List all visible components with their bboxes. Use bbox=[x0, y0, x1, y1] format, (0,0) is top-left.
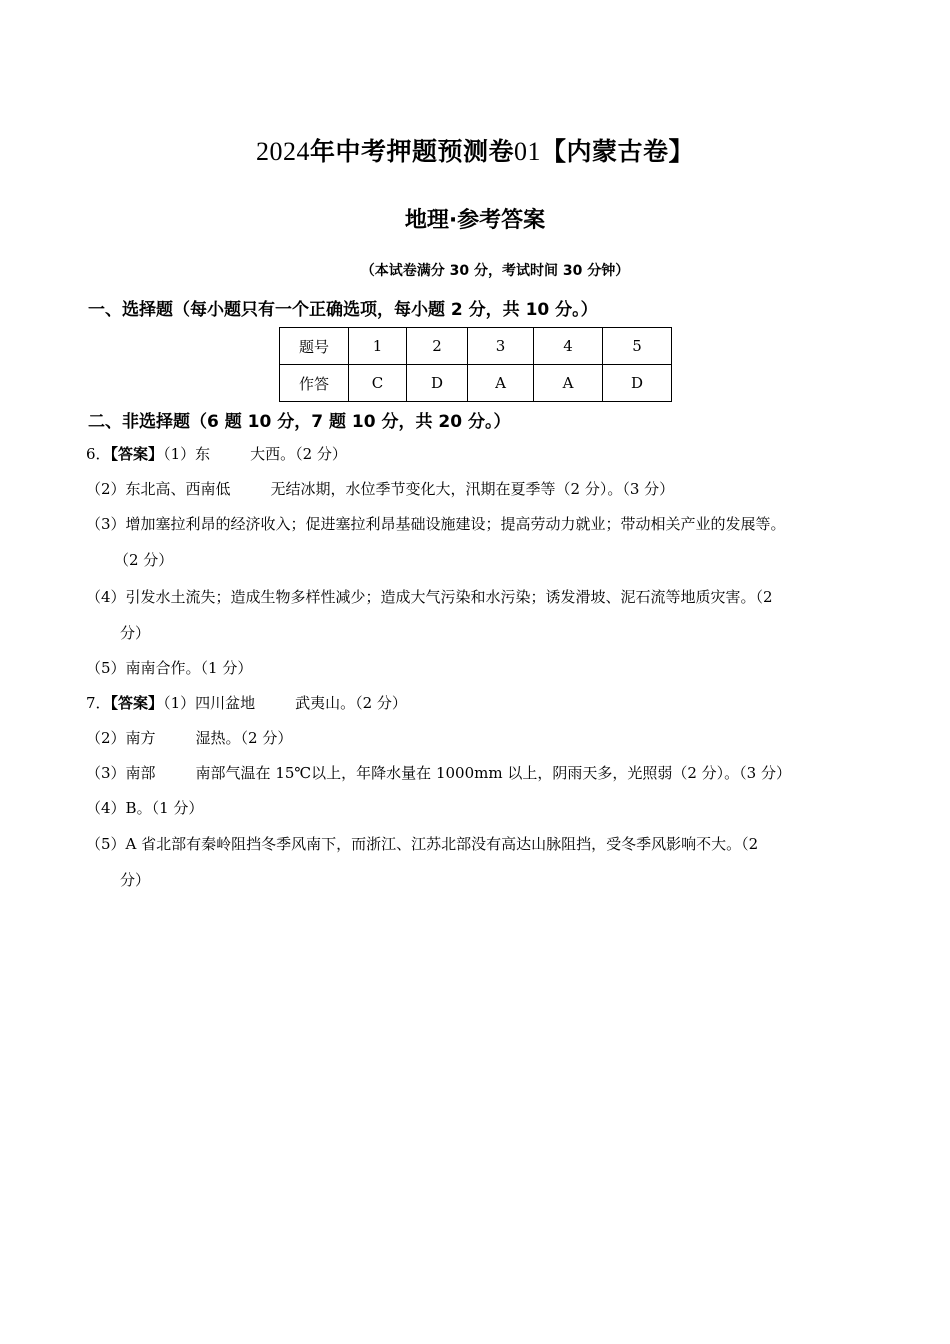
q6-line-3b: （2 分） bbox=[114, 551, 174, 569]
q7-line-3 bbox=[86, 762, 791, 784]
page-title bbox=[0, 132, 950, 168]
q6-line-4: （4）引发水土流失；造成生物多样性减少；造成大气污染和水污染；诱发滑坡、泥石流等地质灾害。（2 bbox=[86, 588, 773, 606]
table-cell: 5 bbox=[603, 328, 672, 365]
answer-table bbox=[279, 327, 672, 402]
q7-p1-b: 武夷山。（2 分） bbox=[295, 694, 407, 712]
q7-p2-b: 湿热。（2 分） bbox=[195, 729, 293, 747]
q6-p2-b: 无结冰期，水位季节变化大，汛期在夏季等（2 分）。（3 分） bbox=[270, 480, 675, 498]
q7-line-1 bbox=[86, 692, 407, 714]
table-header-cell: 题号 bbox=[280, 328, 349, 365]
table-row bbox=[280, 365, 672, 402]
q7-line-5b: 分） bbox=[120, 871, 151, 889]
exam-note: （本试卷满分 30 分，考试时间 30 分钟） bbox=[360, 263, 630, 279]
q6-line-4b: 分） bbox=[120, 624, 151, 642]
table-row bbox=[280, 328, 672, 365]
q6-line-2 bbox=[86, 478, 674, 500]
table-cell: D bbox=[603, 365, 672, 402]
table-cell: 2 bbox=[407, 328, 468, 365]
q6-p1-a: （1）东 bbox=[163, 445, 211, 463]
table-cell: 3 bbox=[468, 328, 534, 365]
q6-p2-a: （2）东北高、西南低 bbox=[86, 480, 231, 498]
table-header-cell: 作答 bbox=[280, 365, 349, 402]
table-cell: 1 bbox=[349, 328, 407, 365]
table-cell: D bbox=[407, 365, 468, 402]
section-choice-heading: 一、选择题（每小题只有一个正确选项，每小题 2 分，共 10 分。） bbox=[88, 300, 598, 320]
page-subtitle: 地理·参考答案 bbox=[404, 208, 546, 233]
title-main: 年中考押题预测卷 bbox=[309, 137, 514, 166]
title-year: 2024 bbox=[255, 137, 310, 166]
title-region: 【内蒙古卷】 bbox=[541, 137, 695, 166]
q7-p1-a: （1）四川盆地 bbox=[163, 694, 256, 712]
q7-label: 7． bbox=[86, 694, 111, 712]
table-cell: 4 bbox=[534, 328, 603, 365]
q6-p1-b: 大西。（2 分） bbox=[250, 445, 347, 463]
q7-line-4: （4）B。（1 分） bbox=[86, 799, 204, 817]
section-nonchoice-heading: 二、非选择题（6 题 10 分，7 题 10 分，共 20 分。） bbox=[88, 412, 511, 432]
q7-line-5: （5）A 省北部有秦岭阻挡冬季风南下，而浙江、江苏北部没有高达山脉阻挡，受冬季风影响不大。（2 bbox=[86, 835, 759, 853]
q6-line-1 bbox=[86, 443, 347, 465]
q7-p3-a: （3）南部 bbox=[86, 764, 156, 782]
q6-line-5: （5）南南合作。（1 分） bbox=[86, 659, 253, 677]
q6-label: 6． bbox=[86, 445, 111, 463]
q7-p3-b: 南部气温在 15℃以上，年降水量在 1000mm 以上，阴雨天多，光照弱（2 分）。（3 分） bbox=[195, 764, 791, 782]
q6-line-3: （3）增加塞拉利昂的经济收入；促进塞拉利昂基础设施建设；提高劳动力就业；带动相关产业的发展等。 bbox=[86, 515, 786, 533]
q7-line-2 bbox=[86, 727, 292, 749]
q7-p2-a: （2）南方 bbox=[86, 729, 156, 747]
q6-answer-tag: 【答案】 bbox=[110, 445, 164, 463]
title-number: 01 bbox=[514, 137, 541, 166]
table-cell: A bbox=[468, 365, 534, 402]
q7-answer-tag: 【答案】 bbox=[110, 694, 164, 712]
table-cell: C bbox=[349, 365, 407, 402]
table-cell: A bbox=[534, 365, 603, 402]
